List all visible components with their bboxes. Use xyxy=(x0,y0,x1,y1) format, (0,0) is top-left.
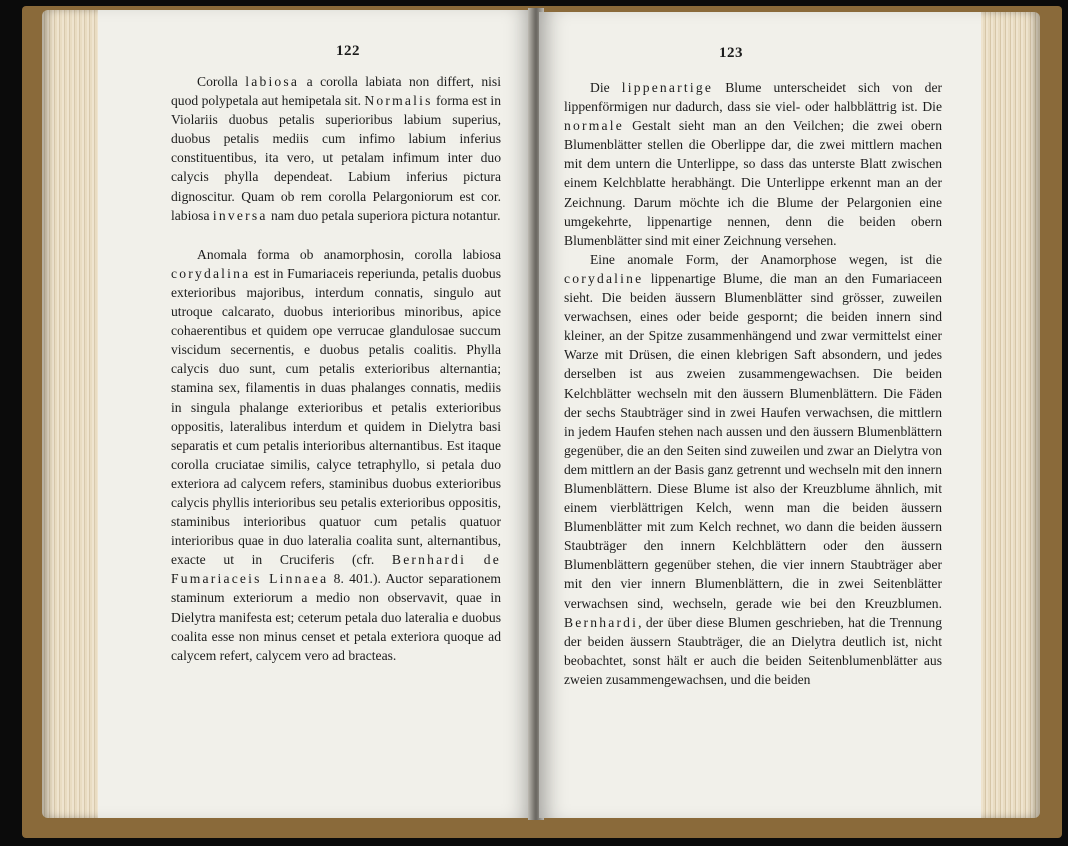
text-run: Blume unterscheidet sich von der lippenförmigen nur dadurch, dass sie viel- oder halbblättrig ist. Die xyxy=(564,80,943,115)
right-paragraph-2 xyxy=(564,250,942,689)
text-run: Die xyxy=(590,80,622,95)
spaced-term: corydalina xyxy=(171,265,251,281)
text-run: Gestalt sieht man an den Veilchen; die zwei obern Blumenblätter stellen die Oberlippe dar, die zwei mittlern machen mit dem untern die Unterlippe, so dass das unterste Blatt zwischen einem Kelchblatte herabhängt. Die Unterlippe erkennt man an der Zeichnung. Darum möchte ich die Blume der Pelargonien eine umgekehrte, lippenartige nennen, denn die beiden obern Blumenblätter sind mit einer Zeichnung versehen. xyxy=(564,118,942,248)
left-page-edges xyxy=(42,10,104,818)
text-run: nam duo petala superiora pictura notantur. xyxy=(267,207,501,223)
text-run: Anomala forma ob anamorphosin, corolla labiosa xyxy=(197,246,501,262)
text-run xyxy=(466,552,484,567)
left-page xyxy=(98,10,533,818)
spaced-term: lippenartige xyxy=(621,80,714,95)
right-page-text xyxy=(564,78,942,689)
spaced-term: labiosa xyxy=(245,74,300,89)
text-run: Eine anomale Form, der Anamorphose wegen, ist die xyxy=(590,251,942,267)
left-page-number: 122 xyxy=(336,43,360,59)
spaced-term: Bernhardi xyxy=(564,614,639,630)
spaced-term: Bernhardi xyxy=(391,552,467,568)
right-page-edges xyxy=(978,12,1040,818)
text-run: a corolla labiata non differt, nisi quod polypetala aut hemipetala sit. xyxy=(171,74,501,109)
right-paragraph-1 xyxy=(564,78,942,250)
left-paragraph-1 xyxy=(171,72,501,225)
text-run: forma est in Violariis duobus petalis superioribus labium superius, duobus petalis mediis cum infimo labium inferius constituentibus, ita vero, ut petalam infimum inter duo calycis phylla dependeat. Labium inferius pictura dignoscitur. Quam ob rem corolla Pelargoniorum est cor. labiosa xyxy=(171,93,502,223)
text-run: lippenartige Blume, die man an den Fumariaceen sieht. Die beiden äussern Blumenblätter sind grösser, zuweilen verwachsen, eines oder beide gespornt; die beiden innern sind kleiner, an der Spitze zusammenhängend und zwar vermittelst einer Warze mit Drüsen, die einen klebrigen Saft absondern, und jedes derselben ist aus zweien zusammengewachsen. Die beiden Kelchblätter wechseln mit den äussern Blumenblättern. Die Fäden der sechs Staubträger sind in zwei Haufen verwachsen, die mittlern in jedem Haufen stehen nach aussen und den äussern Blumenblättern gegenüber, die an den Seiten sind zuweilen und zwar an Dielytra von dem mittlern an der Basis ganz getrennt und wechseln mit den innern Blumenblättern. Diese Blume ist also der Kreuzblume ähnlich, mit einem vierblättrigen Kelch, wenn man die beiden äussern Blumenblätter mit zum Kelch rechnet, wo dann die beiden äussern Staubträger den innern Kelchblättern oder den äussern Blumenblättern gegenüber stehen, die vier innern Staubträger aber mit den vier innern Blumenblättern, die in zwei Seitenblätter verwachsen sind, wechseln, gerade wie bei den Kreuzblumen. xyxy=(564,270,942,611)
left-paragraph-2 xyxy=(171,245,501,665)
spaced-term: de Fumariaceis Linnaea xyxy=(171,552,501,587)
spaced-term: corydaline xyxy=(564,270,644,286)
text-run: , der über diese Blumen geschrieben, hat die Trennung der beiden äussern Staubträger, die an Dielytra deutlich ist, nicht beobachtet, sonst hält er auch die beiden Seitenblumenblätter aus zweien zusammengewachsen, und die beiden xyxy=(564,614,942,687)
right-page xyxy=(539,12,981,818)
spaced-term: inversa xyxy=(212,207,268,223)
text-run: est in Fumariaceis reperiunda, petalis duobus exterioribus majoribus, interdum connatis, singulo aut utroque calcarato, duobus interioribus minoribus, apice cohaerentibus et quidem ope verrucae glandulosae succum viscidum secernentis, e duobus petalis coalitis. Phylla calycis duo sunt, cum petalis exterioribus alternantia; stamina sex, filamentis in duas phalanges connatis, mediis in singula phalange exterioribus et petalis exterioribus oppositis, lateralibus interdum et quidem in Dielytra basi separatis et cum petalis interioribus alternantibus. Est itaque corolla cruciatae similis, calyce tetraphyllo, si petala duo exteriora ad calycem refers, staminibus duobus exterioribus calycis phyllis interioribus seu petalis exterioribus oppositis, staminibus interioribus quatuor cum petalis quatuor interioribus quae in duo lateralia coalita sunt, alternantibus, exacte ut in Cruciferis (cfr. xyxy=(171,265,501,568)
text-run: Corolla xyxy=(197,74,246,89)
text-run: 8. 401.). Auctor separationem staminum exteriorum a medio non observavit, quae in Dielytra manifesta est; ceterum petala duo lateralia e duobus coalita esse non minus censet et petala exteriora quoque ad calycem refert, calycem vero ad bracteas. xyxy=(171,571,501,663)
spaced-term: normale xyxy=(564,118,624,134)
left-page-text xyxy=(171,72,501,665)
spaced-term: Normalis xyxy=(364,93,433,109)
right-page-number: 123 xyxy=(719,45,743,61)
